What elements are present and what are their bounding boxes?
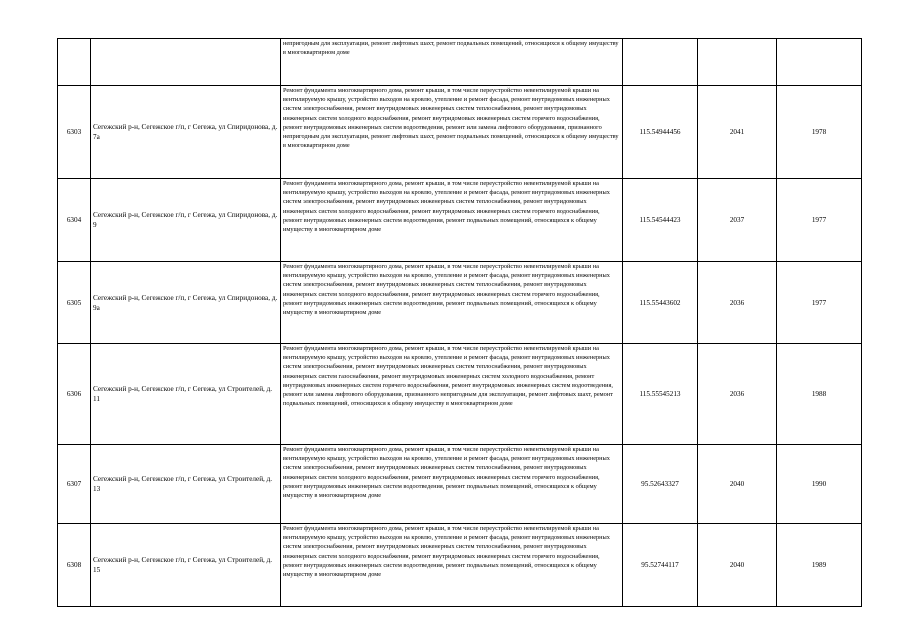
table-row — [58, 39, 862, 86]
row-number — [58, 39, 91, 86]
planned-year-cell: 2036 — [698, 344, 777, 445]
cost-cell — [623, 39, 698, 86]
built-year-cell: 1977 — [777, 262, 862, 344]
cost-cell: 115.55545213 — [623, 344, 698, 445]
works-cell: Ремонт фундамента многоквартирного дома, ремонт крыши, в том числе переустройство невентилируемой крыши на вентилируемую крышу, устройство выходов на кровлю, утепление и ремонт фасада, ремонт внутридомовых инженерных систем электроснабжения, ремонт внутридомовых инженерных систем теплоснабжения, ремонт внутридомовых инженерных систем газоснабжения, ремонт внутридомовых инженерных систем холодного водоснабжения, ремонт внутридомовых инженерных систем горячего водоснабжения, ремонт внутридомовых инженерных систем водоотведения, ремонт или замена лифтового оборудования, признанного непригодным для эксплуатации, ремонт лифтовых шахт, ремонт подвальных помещений, относящихся к общему имуществу в многоквартирном доме — [281, 344, 623, 445]
row-number: 6303 — [58, 86, 91, 179]
row-number: 6305 — [58, 262, 91, 344]
address-cell: Сегежский р-н, Сегежское г/п, г Сегежа, ул Строителей, д. 15 — [91, 524, 281, 607]
works-cell: Ремонт фундамента многоквартирного дома, ремонт крыши, в том числе переустройство невентилируемой крыши на вентилируемую крышу, устройство выходов на кровлю, утепление и ремонт фасада, ремонт внутридомовых инженерных систем электроснабжения, ремонт внутридомовых инженерных систем теплоснабжения, ремонт внутридомовых инженерных систем холодного водоснабжения, ремонт внутридомовых инженерных систем горячего водоснабжения, ремонт внутридомовых инженерных систем водоотведения, ремонт подвальных помещений, относящихся к общему имуществу в многоквартирном доме — [281, 524, 623, 607]
cost-cell: 95.52643327 — [623, 445, 698, 524]
cost-cell: 115.55443602 — [623, 262, 698, 344]
table-row — [58, 262, 862, 344]
table-row — [58, 524, 862, 607]
table-row — [58, 179, 862, 262]
row-number: 6306 — [58, 344, 91, 445]
built-year-cell: 1989 — [777, 524, 862, 607]
built-year-cell — [777, 39, 862, 86]
address-cell: Сегежский р-н, Сегежское г/п, г Сегежа, ул Спиридонова, д. 9 — [91, 179, 281, 262]
planned-year-cell: 2041 — [698, 86, 777, 179]
planned-year-cell: 2036 — [698, 262, 777, 344]
table-row — [58, 86, 862, 179]
built-year-cell: 1988 — [777, 344, 862, 445]
works-cell: Ремонт фундамента многоквартирного дома, ремонт крыши, в том числе переустройство невентилируемой крыши на вентилируемую крышу, устройство выходов на кровлю, утепление и ремонт фасада, ремонт внутридомовых инженерных систем электроснабжения, ремонт внутридомовых инженерных систем теплоснабжения, ремонт внутридомовых инженерных систем холодного водоснабжения, ремонт внутридомовых инженерных систем горячего водоснабжения, ремонт внутридомовых инженерных систем водоотведения, ремонт или замена лифтового оборудования, признанного непригодным для эксплуатации, ремонт лифтовых шахт, ремонт подвальных помещений, относящихся к общему имуществу в многоквартирном доме — [281, 86, 623, 179]
housing-repair-table — [57, 38, 862, 607]
built-year-cell: 1978 — [777, 86, 862, 179]
works-cell: Ремонт фундамента многоквартирного дома, ремонт крыши, в том числе переустройство невентилируемой крыши на вентилируемую крышу, устройство выходов на кровлю, утепление и ремонт фасада, ремонт внутридомовых инженерных систем электроснабжения, ремонт внутридомовых инженерных систем теплоснабжения, ремонт внутридомовых инженерных систем холодного водоснабжения, ремонт внутридомовых инженерных систем горячего водоснабжения, ремонт внутридомовых инженерных систем водоотведения, ремонт подвальных помещений, относящихся к общему имуществу в многоквартирном доме — [281, 262, 623, 344]
planned-year-cell: 2040 — [698, 445, 777, 524]
built-year-cell: 1977 — [777, 179, 862, 262]
address-cell — [91, 39, 281, 86]
row-number: 6307 — [58, 445, 91, 524]
cost-cell: 115.54544423 — [623, 179, 698, 262]
address-cell: Сегежский р-н, Сегежское г/п, г Сегежа, ул Спиридонова, д. 7а — [91, 86, 281, 179]
planned-year-cell — [698, 39, 777, 86]
table-row — [58, 445, 862, 524]
works-cell: непригодным для эксплуатации, ремонт лифтовых шахт, ремонт подвальных помещений, относящихся к общему имуществу в многоквартирном доме — [281, 39, 623, 86]
cost-cell: 115.54944456 — [623, 86, 698, 179]
address-cell: Сегежский р-н, Сегежское г/п, г Сегежа, ул Спиридонова, д. 9а — [91, 262, 281, 344]
built-year-cell: 1990 — [777, 445, 862, 524]
planned-year-cell: 2037 — [698, 179, 777, 262]
address-cell: Сегежский р-н, Сегежское г/п, г Сегежа, ул Строителей, д. 13 — [91, 445, 281, 524]
works-cell: Ремонт фундамента многоквартирного дома, ремонт крыши, в том числе переустройство невентилируемой крыши на вентилируемую крышу, устройство выходов на кровлю, утепление и ремонт фасада, ремонт внутридомовых инженерных систем электроснабжения, ремонт внутридомовых инженерных систем теплоснабжения, ремонт внутридомовых инженерных систем холодного водоснабжения, ремонт внутридомовых инженерных систем горячего водоснабжения, ремонт внутридомовых инженерных систем водоотведения, ремонт подвальных помещений, относящихся к общему имуществу в многоквартирном доме — [281, 445, 623, 524]
cost-cell: 95.52744117 — [623, 524, 698, 607]
works-cell: Ремонт фундамента многоквартирного дома, ремонт крыши, в том числе переустройство невентилируемой крыши на вентилируемую крышу, устройство выходов на кровлю, утепление и ремонт фасада, ремонт внутридомовых инженерных систем электроснабжения, ремонт внутридомовых инженерных систем теплоснабжения, ремонт внутридомовых инженерных систем холодного водоснабжения, ремонт внутридомовых инженерных систем горячего водоснабжения, ремонт внутридомовых инженерных систем водоотведения, ремонт подвальных помещений, относящихся к общему имуществу в многоквартирном доме — [281, 179, 623, 262]
row-number: 6308 — [58, 524, 91, 607]
table-row — [58, 344, 862, 445]
address-cell: Сегежский р-н, Сегежское г/п, г Сегежа, ул Строителей, д. 11 — [91, 344, 281, 445]
planned-year-cell: 2040 — [698, 524, 777, 607]
row-number: 6304 — [58, 179, 91, 262]
